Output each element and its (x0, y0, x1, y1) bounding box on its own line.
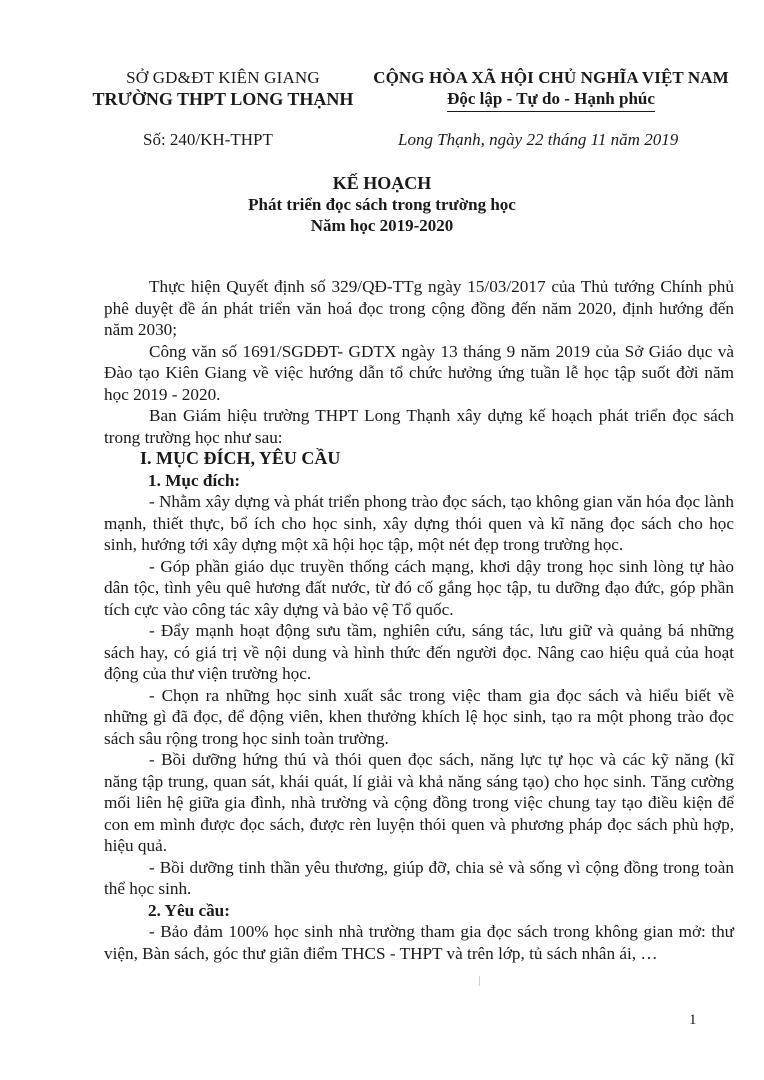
purpose-item: - Nhằm xây dựng và phát triển phong trào đọc sách, tạo không gian văn hóa đọc lành mạnh, thiết thực, bổ ích cho học sinh, xây dựng thói quen và kĩ năng đọc sách cho học sinh, hướng tới xây dựng một xã hội học tập, một nét đẹp trong trường học. (104, 492, 734, 554)
national-motto: Độc lập - Tự do - Hạnh phúc (447, 88, 655, 112)
document-title (0, 172, 764, 236)
intro-paragraph: Ban Giám hiệu trường THPT Long Thạnh xây dựng kế hoạch phát triển đọc sách trong trường học như sau: (104, 406, 734, 447)
subsection-heading: 2. Yêu cầu: (148, 900, 230, 920)
subsection-heading: 1. Mục đích: (148, 470, 241, 490)
title-line-3: Năm học 2019-2020 (310, 216, 454, 235)
title-line-1: KẾ HOẠCH (332, 173, 432, 193)
purpose-item: - Chọn ra những học sinh xuất sắc trong việc tham gia đọc sách và hiểu biết về những gì đã đọc, để động viên, khen thưởng khích lệ học sinh, tạo ra một phong trào đọc sách sâu rộng trong học sinh toàn trường. (104, 685, 734, 748)
purpose-item: - Bồi dưỡng hứng thú và thói quen đọc sách, năng lực tự học và các kỹ năng (kĩ năng tập trung, quan sát, khái quát, lí giải và khả năng sáng tạo) cho học sinh. Tăng cường mối liên hệ giữa gia đình, nhà trường và cộng đồng trong việc chung tay tạo điều kiện để con em mình được đọc sách, được rèn luyện thói quen và phương pháp đọc sách phù hợp, hiệu quả. (104, 750, 734, 855)
department-name: SỞ GD&ĐT KIÊN GIANG (126, 68, 320, 87)
intro-paragraph: Công văn số 1691/SGDĐT- GDTX ngày 13 tháng 9 năm 2019 của Sở Giáo dục và Đào tạo Kiên Giang về việc hướng dẫn tổ chức hưởng ứng tuần lễ học tập suốt đời năm học 2019 - 2020. (104, 341, 734, 404)
document-body (104, 276, 734, 964)
issuer-block (78, 68, 368, 110)
purpose-item: - Góp phần giáo dục truyền thống cách mạng, khơi dậy trong học sinh lòng tự hào dân tộc, tình yêu quê hương đất nước, từ đó cố gắng học tập, tu dưỡng đạo đức, góp phần tích cực vào công tác xây dựng và bảo vệ Tổ quốc. (104, 556, 734, 619)
requirement-item: - Bảo đảm 100% học sinh nhà trường tham gia đọc sách trong không gian mở: thư viện, Bàn sách, góc thư giãn điểm THCS - THPT và trên lớp, tủ sách nhân ái, … (104, 922, 734, 963)
school-name: TRƯỜNG THPT LONG THẠNH (92, 89, 354, 109)
intro-paragraph: Thực hiện Quyết định số 329/QĐ-TTg ngày 15/03/2017 của Thủ tướng Chính phủ phê duyệt đề án phát triển văn hoá đọc trong cộng đồng đến năm 2020, định hướng đến năm 2030; (104, 277, 734, 339)
purpose-item: - Đẩy mạnh hoạt động sưu tầm, nghiên cứu, sáng tác, lưu giữ và quảng bá những sách hay, có giá trị về nội dung và hình thức đến người đọc. Nâng cao hiệu quả của hoạt động của thư viện trường học. (104, 621, 734, 683)
section-heading: I. MỤC ĐÍCH, YÊU CẦU (140, 448, 341, 468)
scan-mark (479, 976, 480, 986)
national-header (365, 68, 737, 112)
title-line-2: Phát triển đọc sách trong trường học (248, 195, 516, 214)
nation-name: CỘNG HÒA XÃ HỘI CHỦ NGHĨA VIỆT NAM (373, 68, 729, 87)
purpose-item: - Bồi dưỡng tinh thần yêu thương, giúp đỡ, chia sẻ và sống vì cộng đồng trong toàn thể học sinh. (104, 857, 734, 898)
document-number: Số: 240/KH-THPT (143, 130, 273, 149)
place-date: Long Thạnh, ngày 22 tháng 11 năm 2019 (398, 130, 679, 149)
page-number: 1 (689, 1012, 697, 1028)
